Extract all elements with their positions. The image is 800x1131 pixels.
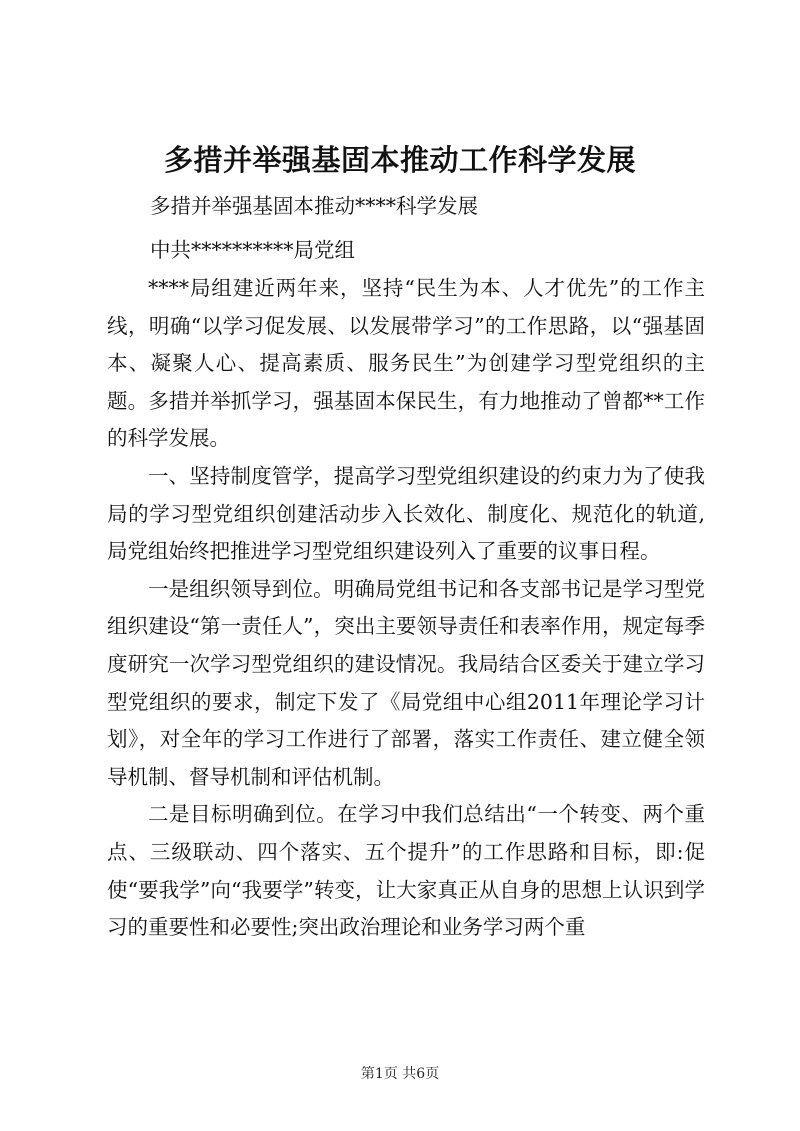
page-number-footer: 第1页 共6页 [360, 1066, 440, 1082]
paragraph-section-one: 一、坚持制度管学，提高学习型党组织建设的约束力为了使我局的学习型党组织创建活动步入长效化、制度化、规范化的轨道,局党组始终把推进学习型党组织建设列入了重要的议事日程。 [107, 463, 705, 564]
document-subtitle: 多措并举强基固本推动****科学发展 [150, 194, 478, 218]
document-title: 多措并举强基固本推动工作科学发展 [163, 143, 636, 177]
organization-line: 中共**********局党组 [150, 238, 355, 262]
paragraph-goals: 二是目标明确到位。在学习中我们总结出“一个转变、两个重点、三级联动、四个落实、五个提升”的工作思路和目标，即:促使“要我学”向“我要学”转变，让大家真正从自身的思想上认识到学习的重要性和必要性;突出政治理论和业务学习两个重 [107, 802, 705, 940]
paragraph-leadership: 一是组织领导到位。明确局党组书记和各支部书记是学习型党组织建设“第一责任人”，突出主要领导责任和表率作用，规定每季度研究一次学习型党组织的建设情况。我局结合区委关于建立学习型党组织的要求，制定下发了《局党组中心组2011年理论学习计划》，对全年的学习工作进行了部署，落实工作责任、建立健全领导机制、督导机制和评估机制。 [107, 576, 705, 789]
document-body [107, 270, 705, 947]
paragraph-intro: ****局组建近两年来，坚持“民生为本、人才优先”的工作主线，明确“以学习促发展、以发展带学习”的工作思路，以“强基固本、凝聚人心、提高素质、服务民生”为创建学习型党组织的主题。多措并举抓学习，强基固本保民生，有力地推动了曾都**工作的科学发展。 [107, 276, 705, 451]
